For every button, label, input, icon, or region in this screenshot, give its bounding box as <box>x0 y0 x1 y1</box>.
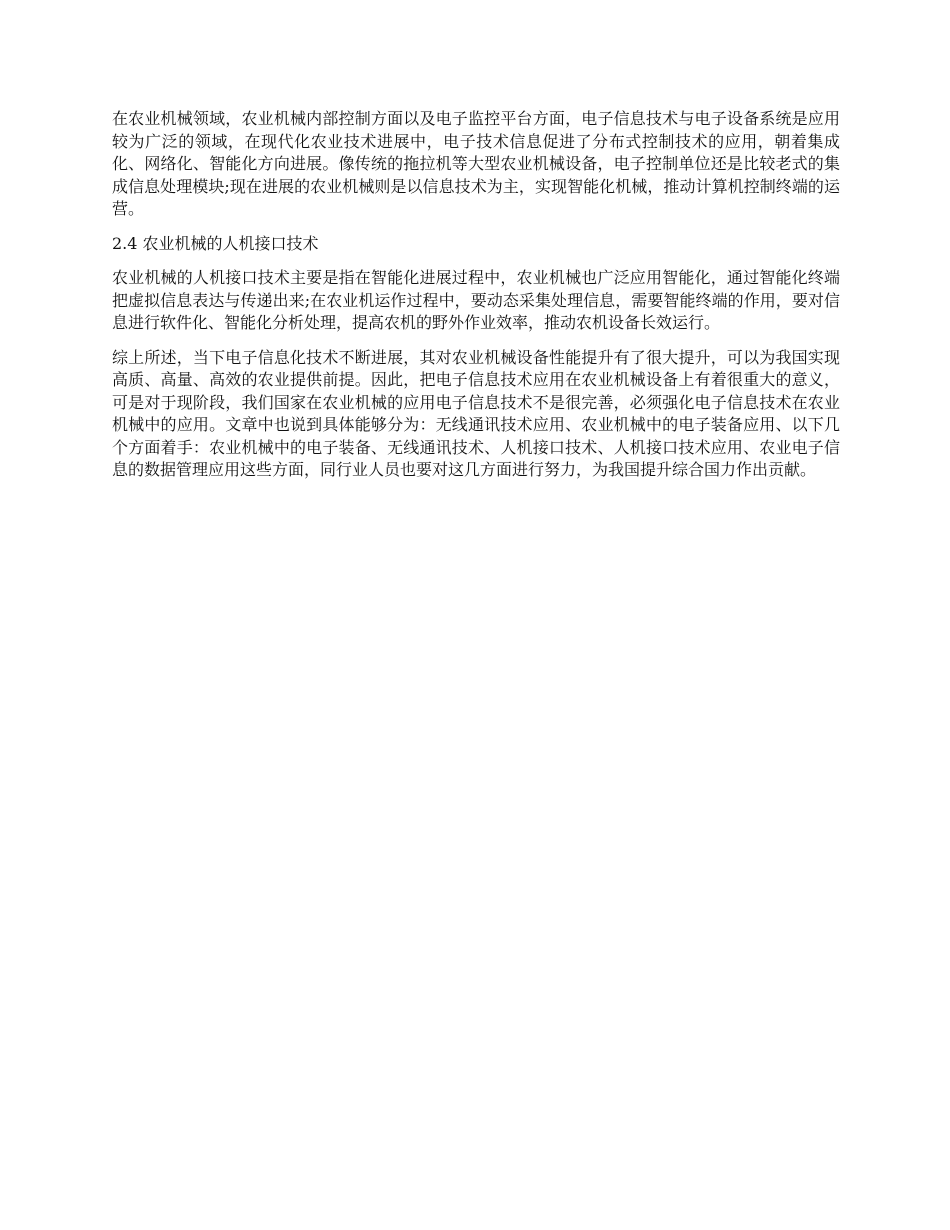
paragraph-conclusion: 综上所述，当下电子信息化技术不断进展，其对农业机械设备性能提升有了很大提升，可以为我国实现高质、高量、高效的农业提供前提。因此，把电子信息技术应用在农业机械设备上有着很重大的意义，可是对于现阶段，我们国家在农业机械的应用电子信息技术不是很完善，必须强化电子信息技术在农业机械中的应用。文章中也说到具体能够分为：无线通讯技术应用、农业机械中的电子装备应用、以下几个方面着手：农业机械中的电子装备、无线通讯技术、人机接口技术、人机接口技术应用、农业电子信息的数据管理应用这些方面，同行业人员也要对这几方面进行努力，为我国提升综合国力作出贡献。 <box>112 347 840 479</box>
section-heading: 2.4 农业机械的人机接口技术 <box>112 233 319 253</box>
document-body <box>112 108 840 494</box>
paragraph-agri-electronics: 在农业机械领域，农业机械内部控制方面以及电子监控平台方面，电子信息技术与电子设备系统是应用较为广泛的领域，在现代化农业技术进展中，电子技术信息促进了分布式控制技术的应用，朝着集成化、网络化、智能化方向进展。像传统的拖拉机等大型农业机械设备，电子控制单位还是比较老式的集成信息处理模块;现在进展的农业机械则是以信息技术为主，实现智能化机械，推动计算机控制终端的运营。 <box>112 109 840 218</box>
paragraph-hmi-technology: 农业机械的人机接口技术主要是指在智能化进展过程中，农业机械也广泛应用智能化，通过智能化终端把虚拟信息表达与传递出来;在农业机运作过程中，要动态采集处理信息，需要智能终端的作用，要对信息进行软件化、智能化分析处理，提高农机的野外作业效率，推动农机设备长效运行。 <box>112 268 840 332</box>
